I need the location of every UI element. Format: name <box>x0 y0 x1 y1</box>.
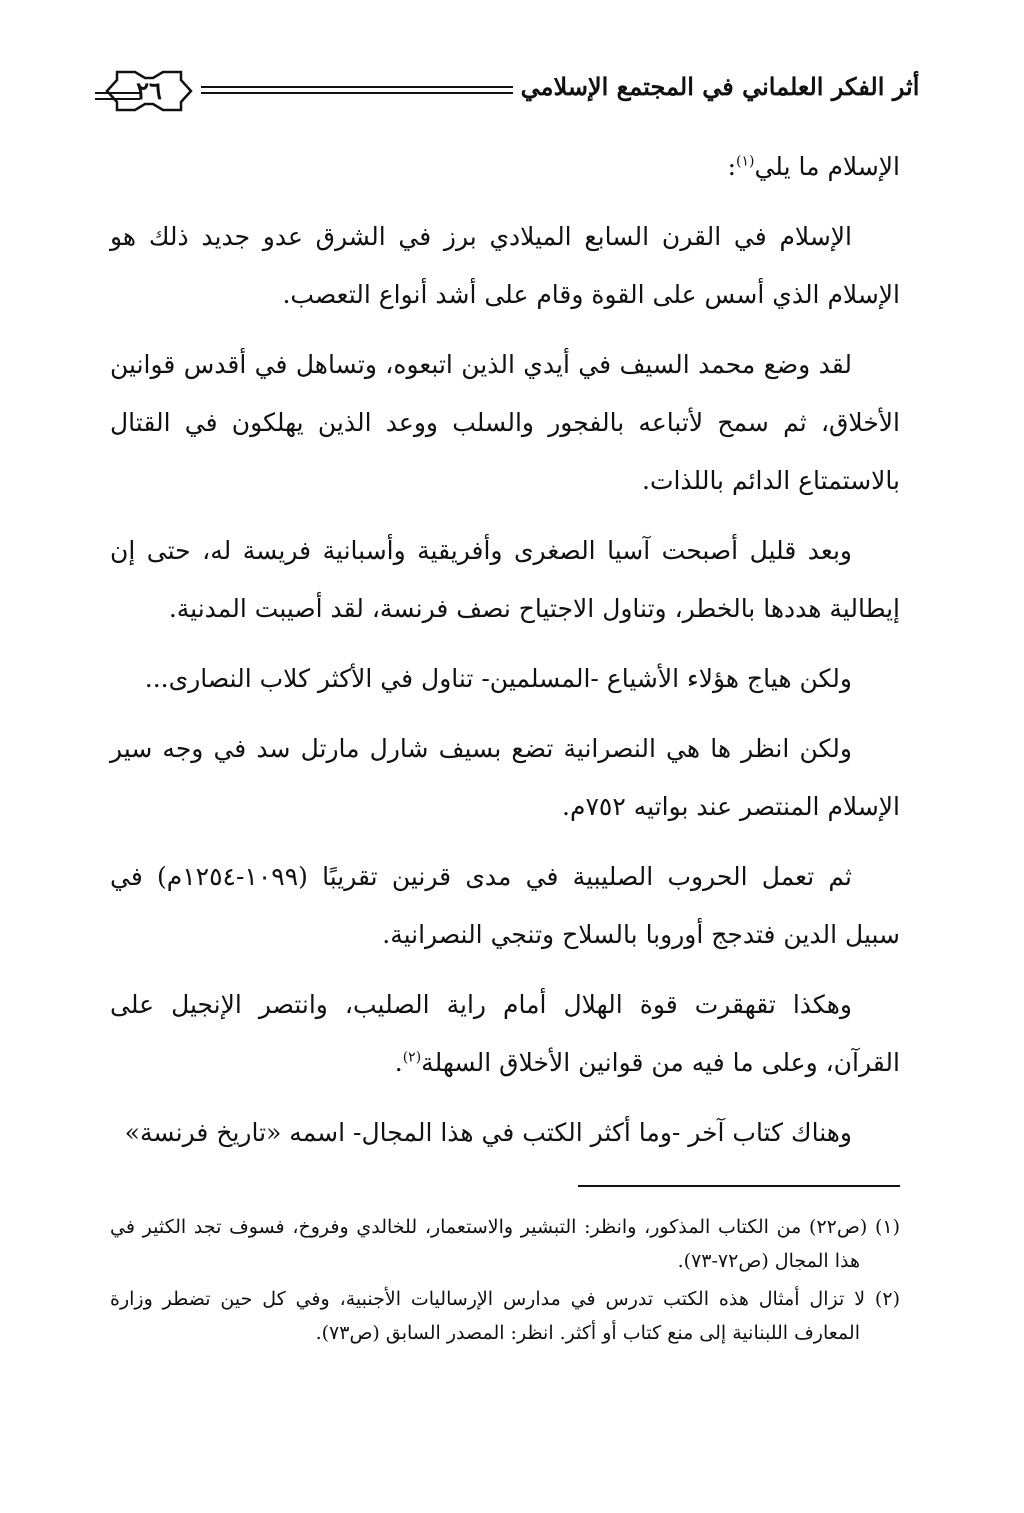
footnote-2: (٢) لا تزال أمثال هذه الكتب تدرس في مدارس الإرساليات الأجنبية، وفي كل حين تضطر وزارة المعارف اللبنانية إلى منع كتاب أو أكثر. انظر: المصدر السابق (ص٧٣). <box>110 1288 900 1344</box>
paragraph-3: وبعد قليل أصبحت آسيا الصغرى وأفريقية وأسبانية فريسة له، حتى إن إيطالية هددها بالخطر، وتناول الاجتياح نصف فرنسة، لقد أصيبت المدنية. <box>110 536 900 623</box>
paragraph-7-text: وهكذا تقهقرت قوة الهلال أمام راية الصليب، وانتصر الإنجيل على القرآن، وعلى ما فيه من قوانين الأخلاق السهلة <box>110 990 900 1077</box>
paragraph-6: ثم تعمل الحروب الصليبية في مدى قرنين تقريبًا (١٠٩٩-١٢٥٤م) في سبيل الدين فتدجج أوروبا بالسلاح وتنجي النصرانية. <box>110 862 900 949</box>
page-number-badge <box>105 68 193 114</box>
intro-colon: : <box>727 152 736 181</box>
page-number: ٢٦ <box>136 76 162 105</box>
paragraph-5: ولكن انظر ها هي النصرانية تضع بسيف شارل مارتل سد في وجه سير الإسلام المنتصر عند بواتيه ٧٥٢م. <box>110 734 900 821</box>
paragraph-intro <box>110 138 900 196</box>
footnote-separator <box>578 1185 900 1187</box>
body-text <box>110 138 900 1174</box>
paragraph-7-end: . <box>394 1048 403 1077</box>
paragraph-8: وهناك كتاب آخر -وما أكثر الكتب في هذا المجال- اسمه «تاريخ فرنسة» <box>124 1118 852 1147</box>
paragraph-7 <box>110 976 900 1092</box>
footnote-ref-1: (١) <box>736 153 755 170</box>
footnotes <box>110 1210 900 1354</box>
footnote-1: (١) (ص٢٢) من الكتاب المذكور، وانظر: التبشير والاستعمار، للخالدي وفروخ، فسوف تجد الكثير في هذا المجال (ص٧٢-٧٣). <box>110 1216 901 1272</box>
paragraph-2: لقد وضع محمد السيف في أيدي الذين اتبعوه، وتساهل في أقدس قوانين الأخلاق، ثم سمح لأتباعه بالفجور والسلب ووعد الذين يهلكون في القتال بالاستمتاع الدائم باللذات. <box>110 350 900 495</box>
paragraph-1: الإسلام في القرن السابع الميلادي برز في الشرق عدو جديد ذلك هو الإسلام الذي أسس على القوة وقام على أشد أنواع التعصب. <box>110 222 900 309</box>
intro-text: الإسلام ما يلي <box>754 152 900 181</box>
paragraph-4: ولكن هياج هؤلاء الأشياع -المسلمين- تناول في الأكثر كلاب النصارى... <box>144 664 852 693</box>
page-header <box>95 62 925 122</box>
header-rule-long <box>201 86 513 88</box>
running-title: أثر الفكر العلماني في المجتمع الإسلامي <box>520 72 920 101</box>
footnote-ref-2: (٢) <box>402 1049 422 1066</box>
